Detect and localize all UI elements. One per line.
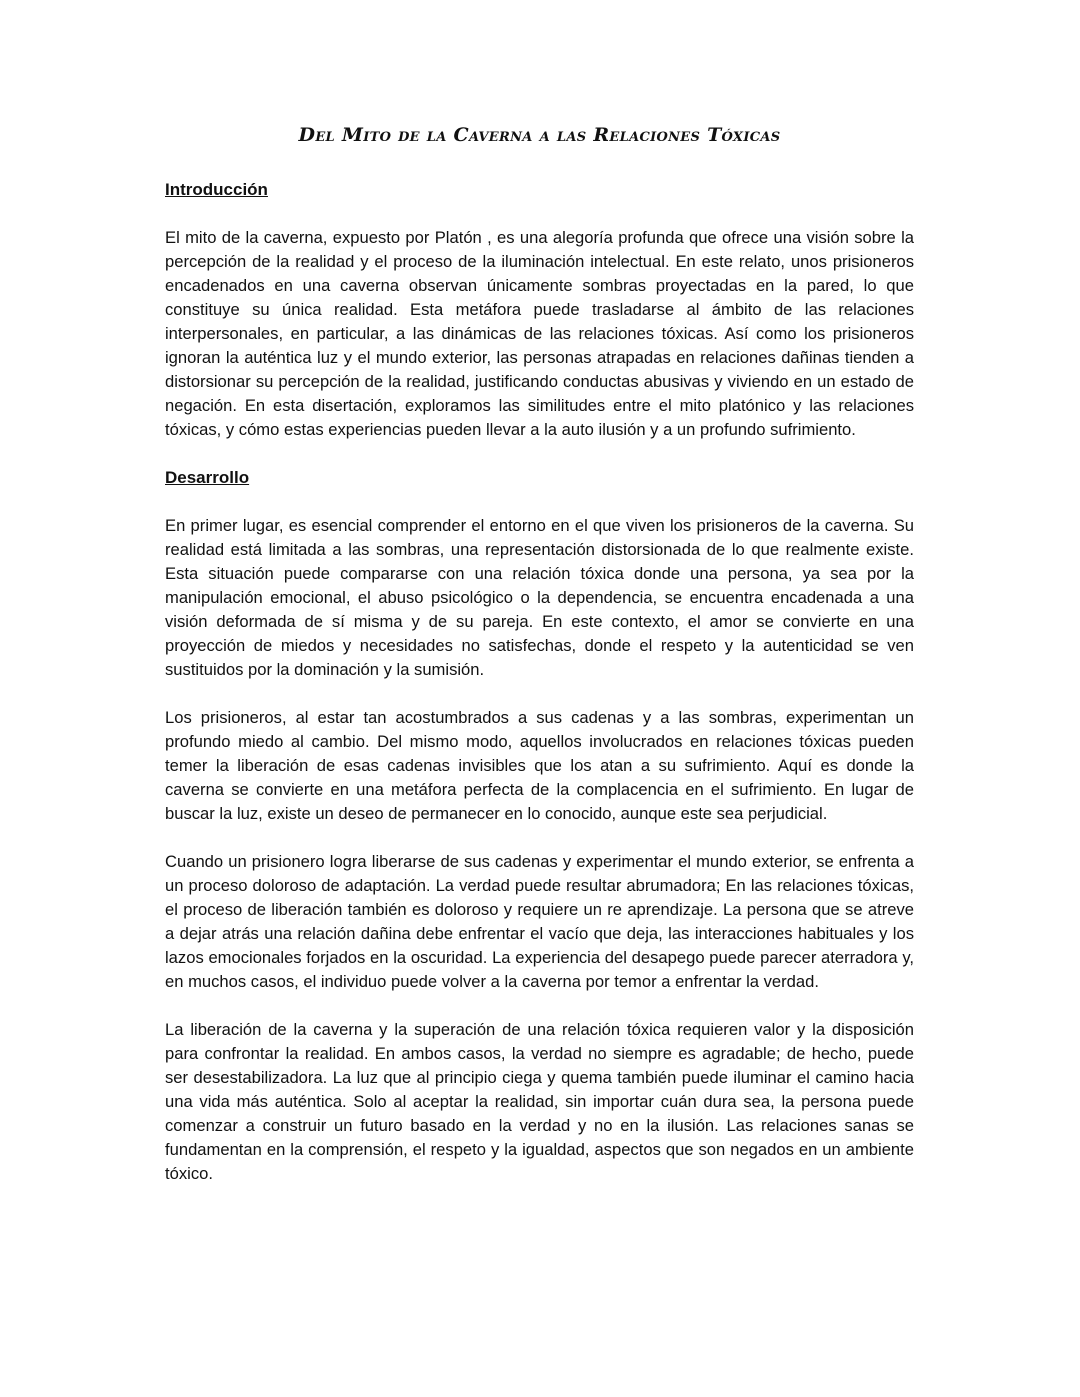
paragraph: Los prisioneros, al estar tan acostumbrados a sus cadenas y a las sombras, experimentan un profundo miedo al cambio. Del mismo modo, aquellos involucrados en relaciones tóxicas pueden temer la liberación de esas cadenas invisibles que los atan a su sufrimiento. Aquí es donde la caverna se convierte en una metáfora perfecta de la complacencia en el sufrimiento. En lugar de buscar la luz, existe un deseo de permanecer en lo conocido, aunque este sea perjudicial.	[165, 708, 914, 823]
paragraph: La liberación de la caverna y la superación de una relación tóxica requieren valor y la disposición para confrontar la realidad. En ambos casos, la verdad no siempre es agradable; de hecho, puede ser desestabilizadora. La luz que al principio ciega y quema también puede iluminar el camino hacia una vida más auténtica. Solo al aceptar la realidad, sin importar cuán dura sea, la persona puede comenzar a construir un futuro basado en la verdad y no en la ilusión. Las relaciones sanas se fundamentan en la comprensión, el respeto y la igualdad, aspectos que son negados en un ambiente tóxico.	[165, 1020, 914, 1183]
section-heading: Desarrollo	[165, 468, 250, 487]
section-introduccion	[165, 178, 914, 442]
section-desarrollo	[165, 466, 914, 1186]
paragraph: El mito de la caverna, expuesto por Platón , es una alegoría profunda que ofrece una visión sobre la percepción de la realidad y el proceso de la iluminación intelectual. En este relato, unos prisioneros encadenados en una caverna observan únicamente sombras proyectadas en la pared, lo que constituye su única realidad. Esta metáfora puede trasladarse al ámbito de las relaciones interpersonales, en particular, a las dinámicas de las relaciones tóxicas. Así como los prisioneros ignoran la auténtica luz y el mundo exterior, las personas atrapadas en relaciones dañinas tienden a distorsionar su percepción de la realidad, justificando conductas abusivas y viviendo en un estado de negación. En esta disertación, exploramos las similitudes entre el mito platónico y las relaciones tóxicas, y cómo estas experiencias pueden llevar a la auto ilusión y a un profundo sufrimiento.	[165, 228, 914, 439]
document-title: Del Mito de la Caverna a las Relaciones Tóxicas	[298, 124, 781, 146]
section-heading: Introducción	[165, 180, 268, 199]
paragraph: Cuando un prisionero logra liberarse de sus cadenas y experimentar el mundo exterior, se enfrenta a un proceso doloroso de adaptación. La verdad puede resultar abrumadora; En las relaciones tóxicas, el proceso de liberación también es doloroso y requiere un re aprendizaje. La persona que se atreve a dejar atrás una relación dañina debe enfrentar el vacío que deja, las interacciones habituales y los lazos emocionales forjados en la oscuridad. La experiencia del desapego puede parecer aterradora y, en muchos casos, el individuo puede volver a la caverna por temor a enfrentar la verdad.	[165, 852, 914, 991]
document-page	[165, 118, 914, 1210]
paragraph: En primer lugar, es esencial comprender el entorno en el que viven los prisioneros de la caverna. Su realidad está limitada a las sombras, una representación distorsionada de lo que realmente existe. Esta situación puede compararse con una relación tóxica donde una persona, ya sea por la manipulación emocional, el abuso psicológico o la dependencia, se encuentra encadenada a una visión deformada de sí misma y de su pareja. En este contexto, el amor se convierte en una proyección de miedos y necesidades no satisfechas, donde el respeto y la autenticidad se ven sustituidos por la dominación y la sumisión.	[165, 516, 914, 679]
